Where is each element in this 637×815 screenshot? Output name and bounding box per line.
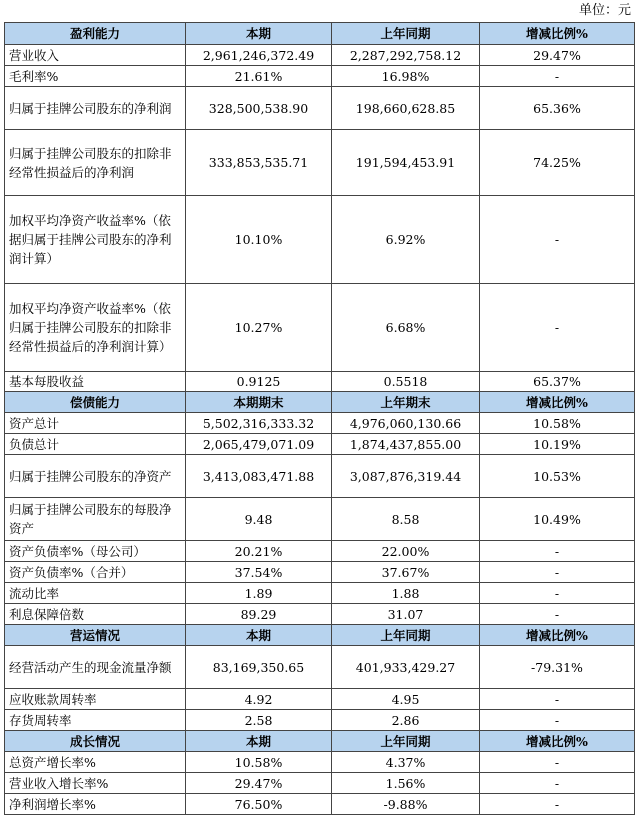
table-row bbox=[5, 130, 635, 196]
column-header: 本期 bbox=[186, 23, 332, 45]
cell-current: 10.10% bbox=[186, 196, 332, 284]
table-row bbox=[5, 455, 635, 498]
cell-previous: 37.67% bbox=[332, 562, 480, 583]
unit-label: 单位：元 bbox=[578, 3, 631, 18]
cell-previous: 2,287,292,758.12 bbox=[332, 45, 480, 66]
section-title: 盈利能力 bbox=[5, 23, 186, 45]
table-row bbox=[5, 689, 635, 710]
table-row bbox=[5, 646, 635, 689]
cell-previous: 1.56% bbox=[332, 773, 480, 794]
cell-previous: 2.86 bbox=[332, 710, 480, 731]
column-header: 本期期末 bbox=[186, 392, 332, 413]
section-title: 偿债能力 bbox=[5, 392, 186, 413]
table-row bbox=[5, 773, 635, 794]
table-row bbox=[5, 604, 635, 625]
table-row bbox=[5, 434, 635, 455]
column-header: 上年同期 bbox=[332, 731, 480, 752]
cell-change: - bbox=[480, 541, 635, 562]
row-label: 负债总计 bbox=[5, 434, 186, 455]
cell-previous: 401,933,429.27 bbox=[332, 646, 480, 689]
cell-current: 37.54% bbox=[186, 562, 332, 583]
cell-current: 4.92 bbox=[186, 689, 332, 710]
cell-previous: -9.88% bbox=[332, 794, 480, 815]
row-label: 加权平均净资产收益率%（依归属于挂牌公司股东的扣除非经常性损益后的净利润计算） bbox=[5, 284, 186, 372]
row-label: 资产负债率%（母公司） bbox=[5, 541, 186, 562]
table-row bbox=[5, 710, 635, 731]
row-label: 资产总计 bbox=[5, 413, 186, 434]
cell-current: 5,502,316,333.32 bbox=[186, 413, 332, 434]
cell-change: - bbox=[480, 689, 635, 710]
table-row bbox=[5, 45, 635, 66]
row-label: 归属于挂牌公司股东的净利润 bbox=[5, 87, 186, 130]
cell-change: - bbox=[480, 710, 635, 731]
column-header: 本期 bbox=[186, 625, 332, 646]
cell-previous: 22.00% bbox=[332, 541, 480, 562]
cell-current: 76.50% bbox=[186, 794, 332, 815]
cell-current: 2.58 bbox=[186, 710, 332, 731]
row-label: 营业收入增长率% bbox=[5, 773, 186, 794]
table-row bbox=[5, 196, 635, 284]
cell-previous: 191,594,453.91 bbox=[332, 130, 480, 196]
row-label: 经营活动产生的现金流量净额 bbox=[5, 646, 186, 689]
cell-change: 74.25% bbox=[480, 130, 635, 196]
cell-change: - bbox=[480, 562, 635, 583]
row-label: 应收账款周转率 bbox=[5, 689, 186, 710]
cell-current: 89.29 bbox=[186, 604, 332, 625]
section-title: 成长情况 bbox=[5, 731, 186, 752]
cell-previous: 4.37% bbox=[332, 752, 480, 773]
row-label: 归属于挂牌公司股东的净资产 bbox=[5, 455, 186, 498]
cell-current: 2,961,246,372.49 bbox=[186, 45, 332, 66]
cell-current: 20.21% bbox=[186, 541, 332, 562]
column-header: 增减比例% bbox=[480, 625, 635, 646]
table-row bbox=[5, 583, 635, 604]
cell-current: 21.61% bbox=[186, 66, 332, 87]
section-header-row bbox=[5, 392, 635, 413]
cell-current: 83,169,350.65 bbox=[186, 646, 332, 689]
cell-change: -79.31% bbox=[480, 646, 635, 689]
column-header: 本期 bbox=[186, 731, 332, 752]
cell-current: 0.9125 bbox=[186, 372, 332, 392]
cell-previous: 1.88 bbox=[332, 583, 480, 604]
cell-current: 9.48 bbox=[186, 498, 332, 541]
row-label: 流动比率 bbox=[5, 583, 186, 604]
table-row bbox=[5, 752, 635, 773]
section-title: 营运情况 bbox=[5, 625, 186, 646]
cell-change: 10.19% bbox=[480, 434, 635, 455]
cell-change: 10.49% bbox=[480, 498, 635, 541]
cell-previous: 6.68% bbox=[332, 284, 480, 372]
table-row bbox=[5, 413, 635, 434]
column-header: 增减比例% bbox=[480, 731, 635, 752]
cell-change: 65.37% bbox=[480, 372, 635, 392]
column-header: 增减比例% bbox=[480, 23, 635, 45]
cell-previous: 3,087,876,319.44 bbox=[332, 455, 480, 498]
row-label: 基本每股收益 bbox=[5, 372, 186, 392]
column-header: 上年期末 bbox=[332, 392, 480, 413]
cell-previous: 6.92% bbox=[332, 196, 480, 284]
section-header-row bbox=[5, 23, 635, 45]
row-label: 总资产增长率% bbox=[5, 752, 186, 773]
cell-change: 10.53% bbox=[480, 455, 635, 498]
cell-current: 1.89 bbox=[186, 583, 332, 604]
financial-indicators-table bbox=[4, 22, 635, 815]
row-label: 归属于挂牌公司股东的每股净资产 bbox=[5, 498, 186, 541]
cell-change: - bbox=[480, 794, 635, 815]
cell-change: - bbox=[480, 196, 635, 284]
row-label: 净利润增长率% bbox=[5, 794, 186, 815]
row-label: 存货周转率 bbox=[5, 710, 186, 731]
cell-previous: 31.07 bbox=[332, 604, 480, 625]
cell-previous: 4,976,060,130.66 bbox=[332, 413, 480, 434]
cell-current: 10.27% bbox=[186, 284, 332, 372]
cell-current: 10.58% bbox=[186, 752, 332, 773]
cell-previous: 198,660,628.85 bbox=[332, 87, 480, 130]
table-row bbox=[5, 284, 635, 372]
cell-previous: 0.5518 bbox=[332, 372, 480, 392]
table-row bbox=[5, 66, 635, 87]
row-label: 归属于挂牌公司股东的扣除非经常性损益后的净利润 bbox=[5, 130, 186, 196]
cell-change: - bbox=[480, 773, 635, 794]
section-header-row bbox=[5, 625, 635, 646]
cell-previous: 8.58 bbox=[332, 498, 480, 541]
cell-change: - bbox=[480, 66, 635, 87]
cell-change: 65.36% bbox=[480, 87, 635, 130]
row-label: 营业收入 bbox=[5, 45, 186, 66]
row-label: 加权平均净资产收益率%（依据归属于挂牌公司股东的净利润计算） bbox=[5, 196, 186, 284]
cell-change: - bbox=[480, 284, 635, 372]
cell-change: 29.47% bbox=[480, 45, 635, 66]
column-header: 上年同期 bbox=[332, 625, 480, 646]
cell-change: - bbox=[480, 583, 635, 604]
cell-current: 29.47% bbox=[186, 773, 332, 794]
column-header: 上年同期 bbox=[332, 23, 480, 45]
table-row bbox=[5, 562, 635, 583]
row-label: 毛利率% bbox=[5, 66, 186, 87]
table-row bbox=[5, 372, 635, 392]
cell-previous: 4.95 bbox=[332, 689, 480, 710]
table-row bbox=[5, 794, 635, 815]
cell-previous: 1,874,437,855.00 bbox=[332, 434, 480, 455]
cell-change: 10.58% bbox=[480, 413, 635, 434]
column-header: 增减比例% bbox=[480, 392, 635, 413]
table-row bbox=[5, 541, 635, 562]
table-row bbox=[5, 498, 635, 541]
cell-change: - bbox=[480, 604, 635, 625]
row-label: 利息保障倍数 bbox=[5, 604, 186, 625]
row-label: 资产负债率%（合并） bbox=[5, 562, 186, 583]
cell-current: 3,413,083,471.88 bbox=[186, 455, 332, 498]
cell-change: - bbox=[480, 752, 635, 773]
cell-current: 333,853,535.71 bbox=[186, 130, 332, 196]
cell-current: 2,065,479,071.09 bbox=[186, 434, 332, 455]
cell-current: 328,500,538.90 bbox=[186, 87, 332, 130]
cell-previous: 16.98% bbox=[332, 66, 480, 87]
table-row bbox=[5, 87, 635, 130]
section-header-row bbox=[5, 731, 635, 752]
